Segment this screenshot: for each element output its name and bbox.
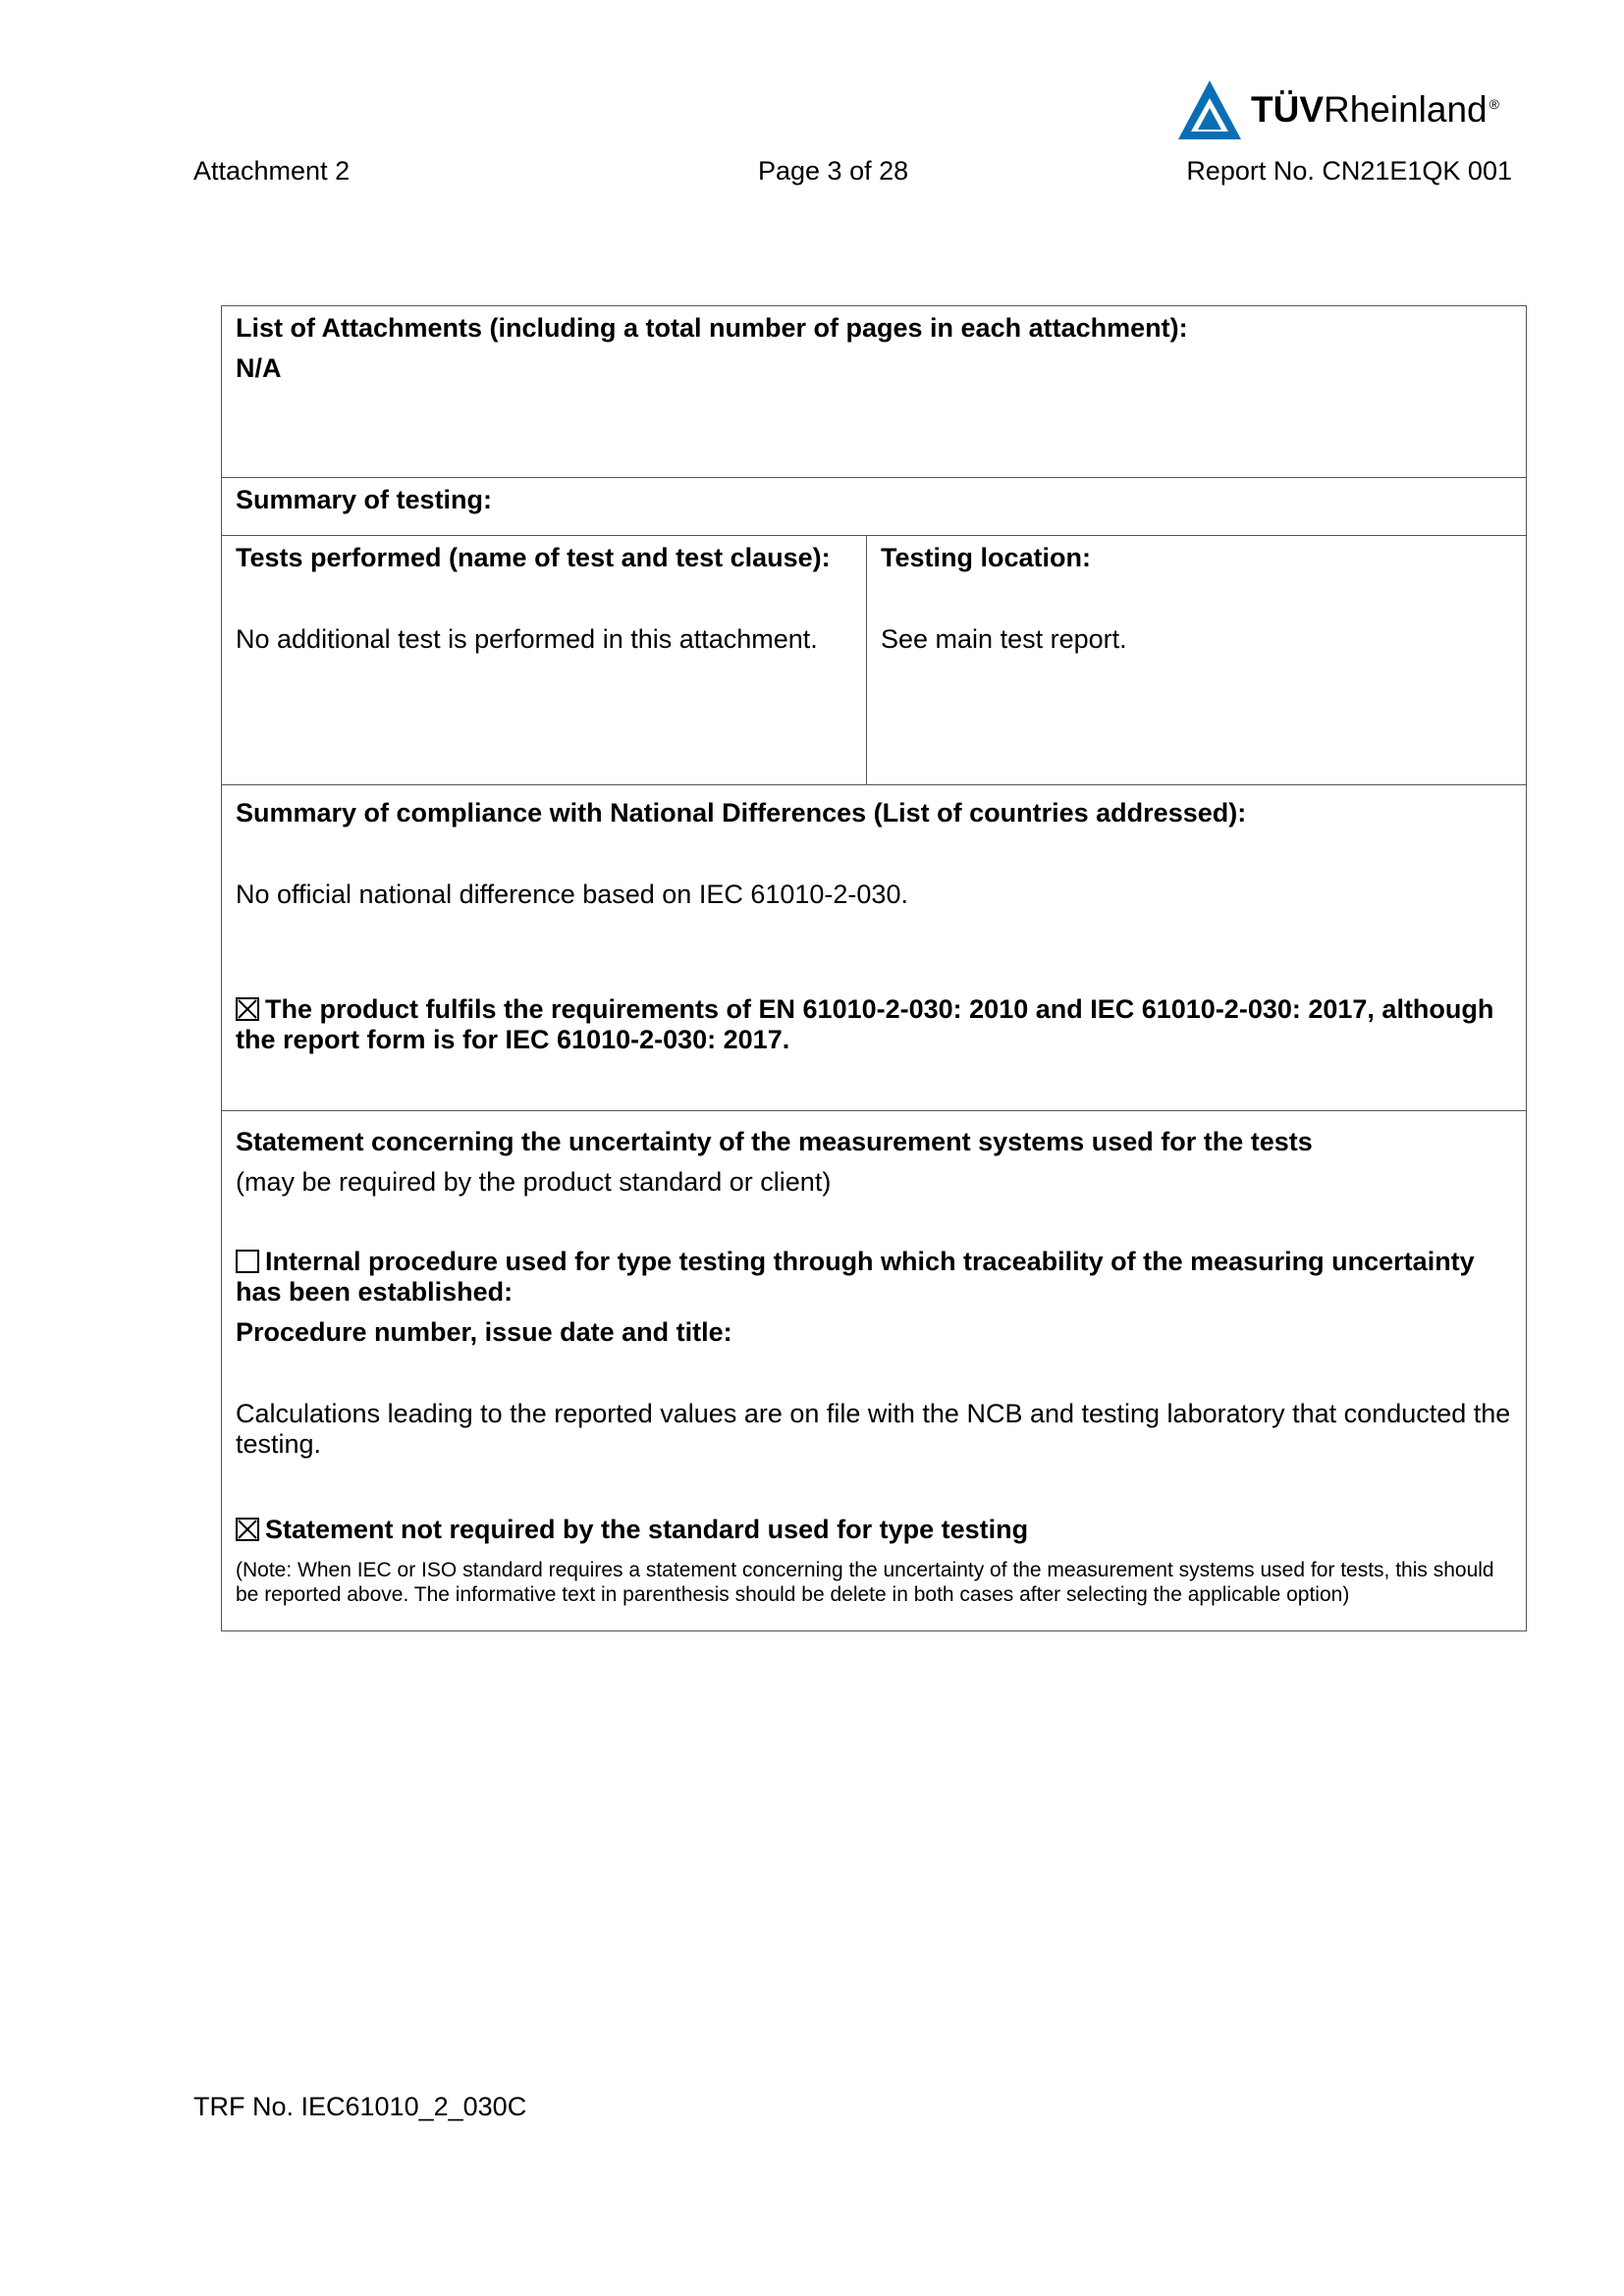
national-differences-check-row: [236, 994, 1512, 1055]
national-differences-value: No official national difference based on IEC 61010-2-030.: [236, 880, 908, 909]
form-table: [221, 305, 1527, 1631]
registered-mark: ®: [1489, 95, 1499, 112]
header-attachment: Attachment 2: [193, 156, 351, 186]
testing-location-title: Testing location:: [881, 543, 1091, 572]
attachments-value: N/A: [236, 353, 282, 383]
tests-performed-title: Tests performed (name of test and test clause):: [236, 543, 831, 572]
brand-name-regular: Rheinland: [1324, 89, 1488, 130]
brand-logo: [1176, 77, 1499, 143]
uncertainty-option2-row: [236, 1515, 1512, 1545]
uncertainty-title: Statement concerning the uncertainty of the measurement systems used for the tests: [236, 1127, 1313, 1156]
uncertainty-option2-text: Statement not required by the standard used for type testing: [265, 1515, 1029, 1544]
tests-performed-value: No additional test is performed in this attachment.: [236, 624, 818, 654]
national-differences-title: Summary of compliance with National Differences (List of countries addressed):: [236, 798, 1247, 828]
procedure-label: Procedure number, issue date and title:: [236, 1317, 732, 1347]
national-differences-section: [222, 785, 1526, 1111]
tests-performed-cell: [222, 536, 867, 784]
uncertainty-option1-row: [236, 1247, 1512, 1308]
summary-testing-title: Summary of testing:: [236, 485, 493, 514]
attachments-section: [222, 306, 1526, 478]
uncertainty-option1-text: Internal procedure used for type testing through which traceability of the measuring uncertainty has been established:: [236, 1247, 1475, 1307]
uncertainty-note: (Note: When IEC or ISO standard requires a statement concerning the uncertainty of the measurement systems used for tests, this should be reported above. The informative text in parenthesis should be delete in both cases after selecting the applicable option): [236, 1559, 1494, 1606]
footer-trf-number: TRF No. IEC61010_2_030C: [193, 2092, 527, 2121]
summary-testing-split: [222, 536, 1526, 785]
uncertainty-subtitle: (may be required by the product standard or client): [236, 1167, 832, 1197]
brand-name-bold: TÜV: [1251, 89, 1324, 130]
national-differences-check-text: The product fulfils the requirements of EN 61010-2-030: 2010 and IEC 61010-2-030: 2017, although the report form is for IEC 61010-2-030: 2017.: [236, 994, 1494, 1054]
testing-location-value: See main test report.: [881, 624, 1127, 654]
checked-box-icon[interactable]: [236, 1518, 259, 1541]
uncertainty-section: [222, 1111, 1526, 1630]
checked-box-icon[interactable]: [236, 997, 259, 1021]
testing-location-cell: [867, 536, 1526, 784]
header-report-number: Report No. CN21E1QK 001: [1186, 156, 1512, 186]
tuv-triangle-icon: [1176, 79, 1243, 141]
brand-name: [1251, 89, 1499, 131]
attachments-title: List of Attachments (including a total number of pages in each attachment):: [236, 313, 1188, 343]
calculations-text: Calculations leading to the reported values are on file with the NCB and testing laboratory that conducted the testing.: [236, 1399, 1511, 1459]
unchecked-box-icon[interactable]: [236, 1250, 259, 1273]
header-page-number: Page 3 of 28: [758, 156, 909, 186]
summary-testing-header: [222, 478, 1526, 536]
